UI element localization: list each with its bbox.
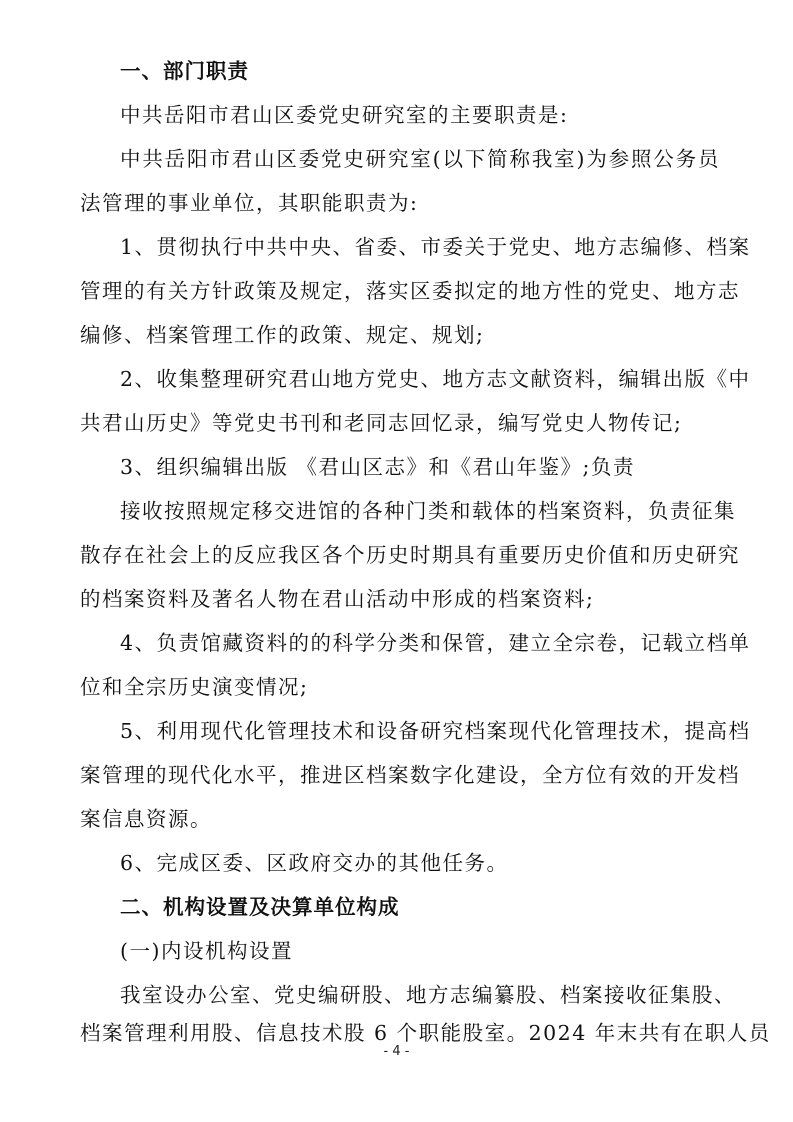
paragraph-line: 的档案资料及著名人物在君山活动中形成的档案资料;: [80, 587, 595, 611]
paragraph-line: 编修、档案管理工作的政策、规定、规划;: [80, 323, 485, 347]
paragraph-line: 共君山历史》等党史书刊和老同志回忆录，编写党史人物传记;: [80, 411, 683, 435]
paragraph-line: 2、收集整理研究君山地方党史、地方志文献资料，编辑出版《中: [120, 367, 751, 391]
paragraph-line: 我室设办公室、党史编研股、地方志编纂股、档案接收征集股、: [120, 983, 736, 1007]
section2-subheading: (一)内设机构设置: [120, 939, 293, 963]
paragraph-line: 管理的有关方针政策及规定，落实区委拟定的地方性的党史、地方志: [80, 279, 740, 303]
paragraph-line: 中共岳阳市君山区委党史研究室的主要职责是:: [120, 103, 569, 127]
paragraph-line: 6、完成区委、区政府交办的其他任务。: [120, 851, 509, 875]
paragraph-line: 案信息资源。: [80, 807, 212, 831]
paragraph-line: 位和全宗历史演变情况;: [80, 675, 309, 699]
page-number: - 4 -: [383, 1044, 410, 1059]
paragraph-line: 散存在社会上的反应我区各个历史时期具有重要历史价值和历史研究: [80, 543, 740, 567]
paragraph-line: 5、利用现代化管理技术和设备研究档案现代化管理技术，提高档: [120, 719, 751, 743]
paragraph-line: 档案管理利用股、信息技术股 6 个职能股室。2024 年末共有在职人员: [80, 1021, 771, 1045]
paragraph-line: 3、组织编辑出版 《君山区志》和《君山年鉴》;负责: [120, 455, 635, 479]
paragraph-line: 接收按照规定移交进馆的各种门类和载体的档案资料，负责征集: [120, 499, 736, 523]
paragraph-line: 案管理的现代化水平，推进区档案数字化建设，全方位有效的开发档: [80, 763, 740, 787]
paragraph-line: 4、负责馆藏资料的的科学分类和保管，建立全宗卷，记载立档单: [120, 631, 751, 655]
paragraph-line: 1、贯彻执行中共中央、省委、市委关于党史、地方志编修、档案: [120, 235, 751, 259]
section2-heading: 二、机构设置及决算单位构成: [120, 895, 400, 919]
paragraph-line: 中共岳阳市君山区委党史研究室(以下简称我室)为参照公务员: [120, 147, 720, 171]
section1-heading: 一、部门职责: [120, 59, 249, 83]
paragraph-line: 法管理的事业单位，其职能职责为:: [80, 191, 419, 215]
